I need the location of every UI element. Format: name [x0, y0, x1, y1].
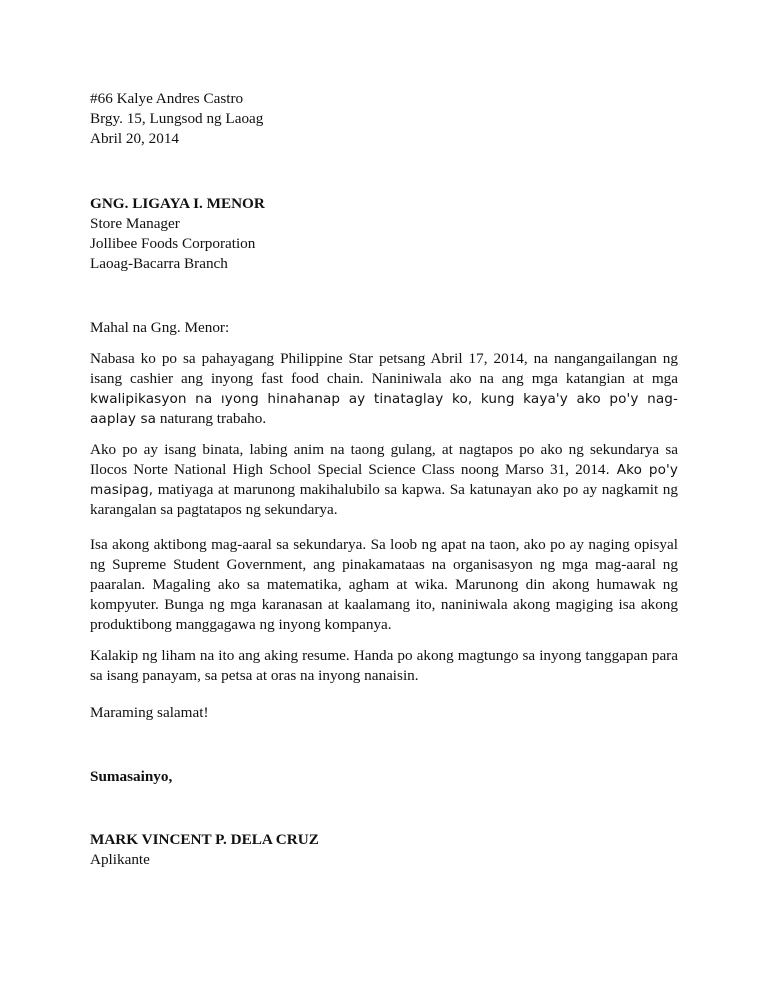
recipient-branch: Laoag-Bacarra Branch: [90, 255, 228, 272]
salutation: [90, 318, 678, 338]
body-paragraph-2-part-b: . Ako po'y masipag,: [90, 462, 678, 498]
closing: [90, 767, 678, 787]
sender-address: [90, 89, 678, 149]
body-paragraph-2-part-a: Ako po ay isang binata, labing anim na taong gulang, at nagtapos po ako ng sekundarya sa Ilocos Norte National High School Special Science Class noong Marso 31, 2014: [90, 441, 678, 478]
letter-date: Abril 20, 2014: [90, 130, 180, 147]
body-paragraph-1: [90, 349, 678, 429]
body-paragraph-1-part-a: Nabasa ko po sa pahayagang Philippine Star petsang Abril 17, 2014, na nangangailangan ng isang cashier ang inyong fast food chain. Naniniwala ako na ang mga katangian at mga: [90, 350, 678, 387]
signature-block: [90, 830, 678, 870]
salutation-text: Mahal na Gng. Menor:: [90, 319, 230, 336]
body-paragraph-3: Isa akong aktibong mag-aaral sa sekundarya. Sa loob ng apat na taon, ako po ay naging opisyal ng Supreme Student Government, ang pinakamataas na organisasyon ng mga mag-aaral ng paaralan. Magaling ako sa matematika, agham at wika. Marunong din akong humawak ng kompyuter. Bunga ng mga karanasan at kaalamang ito, naniniwala akong magiging isa akong produktibong manggagawa ng inyong kompanya.: [90, 536, 678, 633]
recipient-name: GNG. LIGAYA I. MENOR: [90, 195, 265, 212]
sender-barangay-city: Brgy. 15, Lungsod ng Laoag: [90, 110, 264, 127]
recipient-company: Jollibee Foods Corporation: [90, 235, 256, 252]
signatory-name: MARK VINCENT P. DELA CRUZ: [90, 831, 319, 848]
body-paragraph-1-part-b: kwalipikasyon na ıyong hinahanap ay tinataglay ko, kung kaya'y ako po'y nag-aaplay sa: [90, 391, 678, 427]
body-paragraph-2-part-c: matiyaga at marunong makihalubilo sa kapwa. Sa katunayan ako po ay nagkamit ng karangalan sa pagtatapos ng sekundarya.: [90, 481, 678, 518]
body-paragraph-4: Kalakip ng liham na ito ang aking resume. Handa po akong magtungo sa inyong tanggapan para sa isang panayam, sa petsa at oras na inyong nanaisin.: [90, 647, 678, 684]
recipient-position: Store Manager: [90, 215, 180, 232]
body-paragraph-5: Maraming salamat!: [90, 704, 209, 721]
signatory-title: Aplikante: [90, 851, 150, 868]
closing-text: Sumasainyo,: [90, 768, 173, 785]
sender-street: #66 Kalye Andres Castro: [90, 90, 244, 107]
body-paragraph-1-part-c: naturang trabaho.: [156, 410, 267, 427]
body-paragraph-2: [90, 440, 678, 520]
recipient-block: [90, 194, 678, 274]
